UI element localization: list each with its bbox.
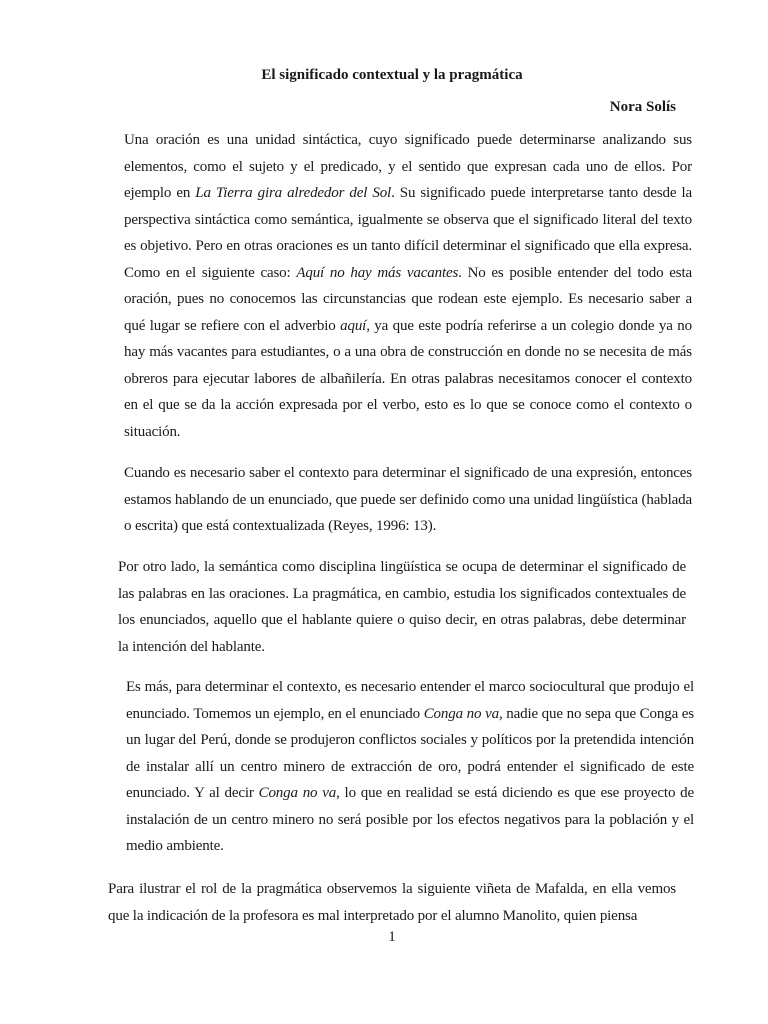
paragraph-4-text-c: , nadie que no sepa que Conga es un lugar del Perú, donde se produjeron conflictos sociales y políticos por la pretendida intención de instalar allí un centro minero de extracción de oro, podrá entender el significado de este enunciado. Y al decir (126, 705, 694, 801)
paragraph-1-text-g: , ya que este podría referirse a un colegio donde ya no hay más vacantes para estudiantes, o a una obra de construcción en donde no se necesita de más obreros para ejecutar labores de albañilería. En otras palabras necesitamos conocer el contexto en el que se da la acción expresada por el verbo, esto es lo que se conoce como el contexto o situación. (124, 317, 692, 440)
example-sentence-earth: La Tierra gira alrededor del Sol (195, 185, 392, 201)
document-title: El significado contextual y la pragmática (261, 67, 523, 83)
document-page (108, 0, 694, 1024)
example-word-aqui: aquí (340, 317, 367, 334)
paragraph-1-text-e: . No es posible entender del todo esta oración, pues no conocemos las circunstancias que rodean este ejemplo. Es necesario saber a qué lugar se refiere con el adverbio (124, 264, 692, 334)
example-sentence-vacancies: Aquí no hay más vacantes (296, 264, 459, 281)
paragraph-3: Por otro lado, la semántica como disciplina lingüística se ocupa de determinar el significado de las palabras en las oraciones. La pragmática, en cambio, estudia los significados contextuales de los enunciados, aquello que el hablante quiere o quiso decir, en otras palabras, debe determinar la intención del hablante. (118, 559, 686, 655)
paragraph-2: Cuando es necesario saber el contexto para determinar el significado de una expresión, entonces estamos hablando de un enunciado, que puede ser definido como una unidad lingüística (hablada o escrita) que está contextualizada (Reyes, 1996: 13). (124, 465, 692, 534)
paragraph-1-text-a: Una oración es una unidad sintáctica, cuyo significado puede determinarse analizando sus elementos, como el sujeto y el predicado, y el sentido que expresan cada uno de ellos. Por ejemplo en (124, 132, 692, 201)
paragraph-1-text-c: . Su significado puede interpretarse tanto desde la perspectiva sintáctica como semántica, igualmente se observa que el significado literal del texto es objetivo. Pero en otras oraciones es un tanto difícil determinar el significado que ella expresa. Como en el siguiente caso: (124, 185, 692, 281)
document-author: Nora Solís (609, 99, 676, 115)
paragraph-4-text-a: Es más, para determinar el contexto, es necesario entender el marco sociocultural que produjo el enunciado. Tomemos un ejemplo, en el enunciado (126, 679, 694, 722)
example-conga-1: Conga no va (423, 705, 499, 722)
page-number: 1 (388, 929, 396, 945)
paragraph-1 (108, 127, 692, 445)
example-conga-2: Conga no va (258, 785, 337, 801)
paragraph-5: Para ilustrar el rol de la pragmática observemos la siguiente viñeta de Mafalda, en ella vemos que la indicación de la profesora es mal interpretado por el alumno Manolito, quien piensa (108, 881, 676, 924)
paragraph-4 (108, 674, 694, 860)
paragraph-4-text-e: , lo que en realidad se está diciendo es que ese proyecto de instalación de un centro minero no será posible por los efectos negativos para la población y el medio ambiente. (126, 785, 694, 854)
